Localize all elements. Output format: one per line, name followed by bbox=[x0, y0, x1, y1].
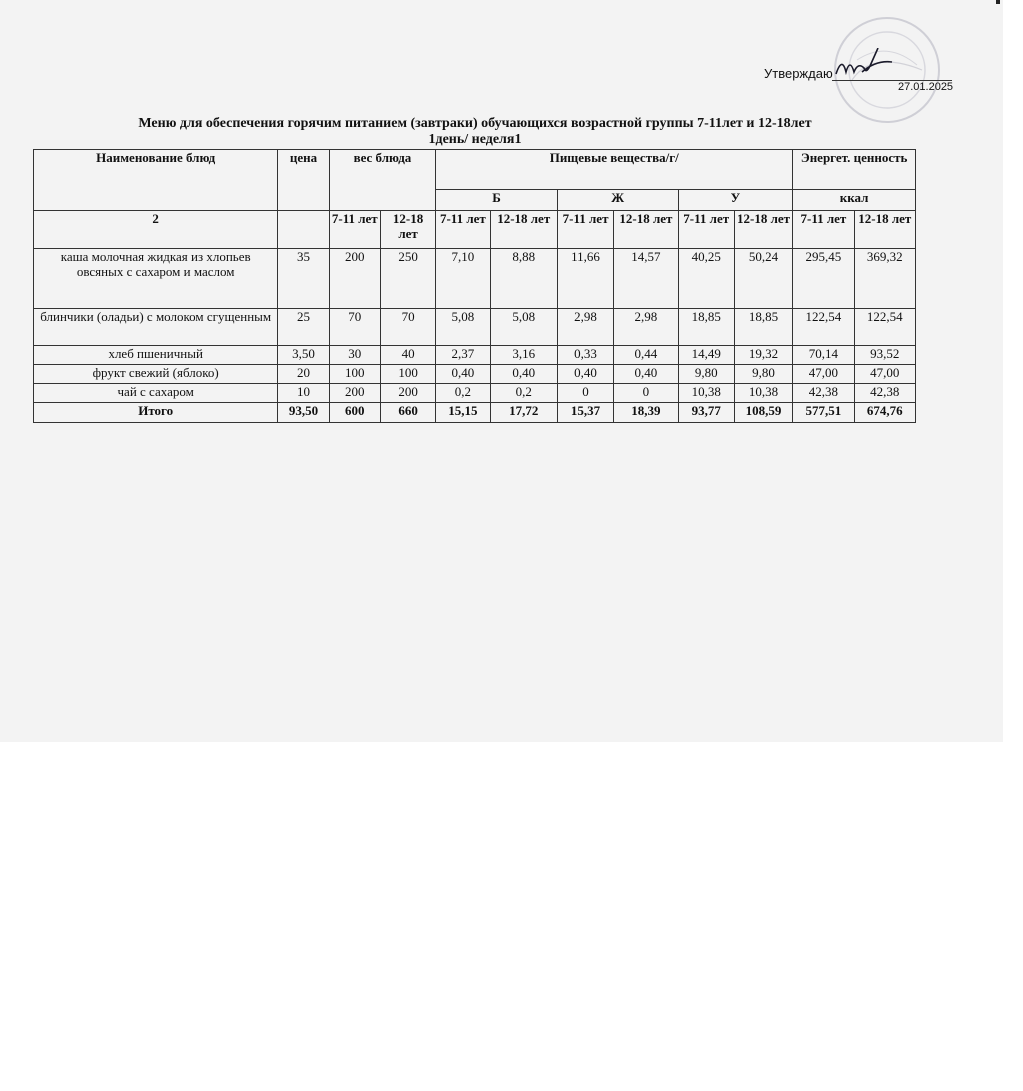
header-age-7-11: 7-11 лет bbox=[557, 211, 613, 249]
weight-7-11: 30 bbox=[329, 346, 380, 365]
weight-12-18: 40 bbox=[380, 346, 435, 365]
total-weight-7-11: 600 bbox=[329, 403, 380, 423]
total-fat-12-18: 18,39 bbox=[614, 403, 678, 423]
kcal-12-18: 369,32 bbox=[854, 249, 915, 309]
weight-12-18: 250 bbox=[380, 249, 435, 309]
total-row bbox=[34, 403, 916, 423]
carbs-7-11: 10,38 bbox=[678, 384, 734, 403]
protein-7-11: 0,40 bbox=[436, 365, 490, 384]
dish-price: 10 bbox=[278, 384, 329, 403]
fat-7-11: 0,33 bbox=[557, 346, 613, 365]
kcal-12-18: 122,54 bbox=[854, 309, 915, 346]
kcal-7-11: 42,38 bbox=[793, 384, 854, 403]
table-row bbox=[34, 365, 916, 384]
total-kcal-12-18: 674,76 bbox=[854, 403, 915, 423]
header-zh: Ж bbox=[557, 190, 678, 211]
header-age-12-18: 12-18 лет bbox=[490, 211, 557, 249]
carbs-12-18: 9,80 bbox=[734, 365, 792, 384]
header-age-12-18: 12-18 лет bbox=[854, 211, 915, 249]
header-u: У bbox=[678, 190, 793, 211]
kcal-7-11: 295,45 bbox=[793, 249, 854, 309]
header-row-3 bbox=[34, 211, 916, 249]
fat-12-18: 0 bbox=[614, 384, 678, 403]
protein-12-18: 3,16 bbox=[490, 346, 557, 365]
kcal-7-11: 47,00 bbox=[793, 365, 854, 384]
kcal-7-11: 122,54 bbox=[793, 309, 854, 346]
corner-mark bbox=[996, 0, 1000, 4]
table-row bbox=[34, 384, 916, 403]
dish-name: чай с сахаром bbox=[34, 384, 278, 403]
fat-12-18: 0,40 bbox=[614, 365, 678, 384]
dish-name: хлеб пшеничный bbox=[34, 346, 278, 365]
carbs-12-18: 50,24 bbox=[734, 249, 792, 309]
total-kcal-7-11: 577,51 bbox=[793, 403, 854, 423]
fat-7-11: 2,98 bbox=[557, 309, 613, 346]
menu-title-line1: Меню для обеспечения горячим питанием (завтраки) обучающихся возрастной группы 7-11лет и 12-18лет bbox=[138, 116, 812, 131]
fat-7-11: 0 bbox=[557, 384, 613, 403]
protein-7-11: 5,08 bbox=[436, 309, 490, 346]
protein-7-11: 0,2 bbox=[436, 384, 490, 403]
carbs-12-18: 10,38 bbox=[734, 384, 792, 403]
header-price: цена bbox=[278, 150, 329, 211]
menu-title-line2: 1день/ неделя1 bbox=[428, 132, 522, 147]
header-row-number: 2 bbox=[34, 211, 278, 249]
header-age-7-11: 7-11 лет bbox=[793, 211, 854, 249]
table-row bbox=[34, 346, 916, 365]
kcal-12-18: 42,38 bbox=[854, 384, 915, 403]
carbs-7-11: 9,80 bbox=[678, 365, 734, 384]
table-row bbox=[34, 309, 916, 346]
protein-7-11: 7,10 bbox=[436, 249, 490, 309]
total-fat-7-11: 15,37 bbox=[557, 403, 613, 423]
weight-7-11: 200 bbox=[329, 384, 380, 403]
fat-12-18: 14,57 bbox=[614, 249, 678, 309]
header-row-1 bbox=[34, 150, 916, 190]
header-nutrients: Пищевые вещества/г/ bbox=[436, 150, 793, 190]
weight-7-11: 200 bbox=[329, 249, 380, 309]
carbs-12-18: 18,85 bbox=[734, 309, 792, 346]
signature bbox=[832, 48, 912, 82]
carbs-7-11: 14,49 bbox=[678, 346, 734, 365]
kcal-7-11: 70,14 bbox=[793, 346, 854, 365]
menu-title bbox=[34, 116, 916, 148]
total-carbs-12-18: 108,59 bbox=[734, 403, 792, 423]
total-price: 93,50 bbox=[278, 403, 329, 423]
header-empty-cell bbox=[278, 211, 329, 249]
approval-date: 27.01.2025 bbox=[898, 81, 954, 93]
header-weight: вес блюда bbox=[329, 150, 436, 211]
fat-12-18: 2,98 bbox=[614, 309, 678, 346]
total-weight-12-18: 660 bbox=[380, 403, 435, 423]
weight-12-18: 70 bbox=[380, 309, 435, 346]
header-b: Б bbox=[436, 190, 558, 211]
kcal-12-18: 93,52 bbox=[854, 346, 915, 365]
kcal-12-18: 47,00 bbox=[854, 365, 915, 384]
total-label: Итого bbox=[34, 403, 278, 423]
header-age-7-11: 7-11 лет bbox=[329, 211, 380, 249]
table-row bbox=[34, 249, 916, 309]
header-age-7-11: 7-11 лет bbox=[436, 211, 490, 249]
header-age-7-11: 7-11 лет bbox=[678, 211, 734, 249]
header-age-12-18: 12-18 лет bbox=[614, 211, 678, 249]
header-energy: Энергет. ценность bbox=[793, 150, 916, 190]
header-dish: Наименование блюд bbox=[34, 150, 278, 211]
dish-price: 25 bbox=[278, 309, 329, 346]
fat-12-18: 0,44 bbox=[614, 346, 678, 365]
menu-table bbox=[33, 149, 916, 423]
weight-12-18: 200 bbox=[380, 384, 435, 403]
dish-price: 35 bbox=[278, 249, 329, 309]
dish-price: 3,50 bbox=[278, 346, 329, 365]
protein-12-18: 0,2 bbox=[490, 384, 557, 403]
total-carbs-7-11: 93,77 bbox=[678, 403, 734, 423]
approval-label: Утверждаю bbox=[764, 66, 833, 81]
total-protein-7-11: 15,15 bbox=[436, 403, 490, 423]
fat-7-11: 0,40 bbox=[557, 365, 613, 384]
dish-name: блинчики (оладьи) с молоком сгущенным bbox=[34, 309, 278, 346]
header-kcal: ккал bbox=[793, 190, 916, 211]
dish-name: каша молочная жидкая из хлопьев овсяных с сахаром и маслом bbox=[34, 249, 278, 309]
protein-7-11: 2,37 bbox=[436, 346, 490, 365]
protein-12-18: 5,08 bbox=[490, 309, 557, 346]
total-protein-12-18: 17,72 bbox=[490, 403, 557, 423]
header-age-12-18: 12-18 лет bbox=[380, 211, 435, 249]
weight-7-11: 70 bbox=[329, 309, 380, 346]
dish-price: 20 bbox=[278, 365, 329, 384]
weight-12-18: 100 bbox=[380, 365, 435, 384]
scan-edge bbox=[1003, 0, 1023, 742]
fat-7-11: 11,66 bbox=[557, 249, 613, 309]
protein-12-18: 8,88 bbox=[490, 249, 557, 309]
dish-name: фрукт свежий (яблоко) bbox=[34, 365, 278, 384]
weight-7-11: 100 bbox=[329, 365, 380, 384]
carbs-12-18: 19,32 bbox=[734, 346, 792, 365]
carbs-7-11: 40,25 bbox=[678, 249, 734, 309]
protein-12-18: 0,40 bbox=[490, 365, 557, 384]
header-age-12-18: 12-18 лет bbox=[734, 211, 792, 249]
carbs-7-11: 18,85 bbox=[678, 309, 734, 346]
